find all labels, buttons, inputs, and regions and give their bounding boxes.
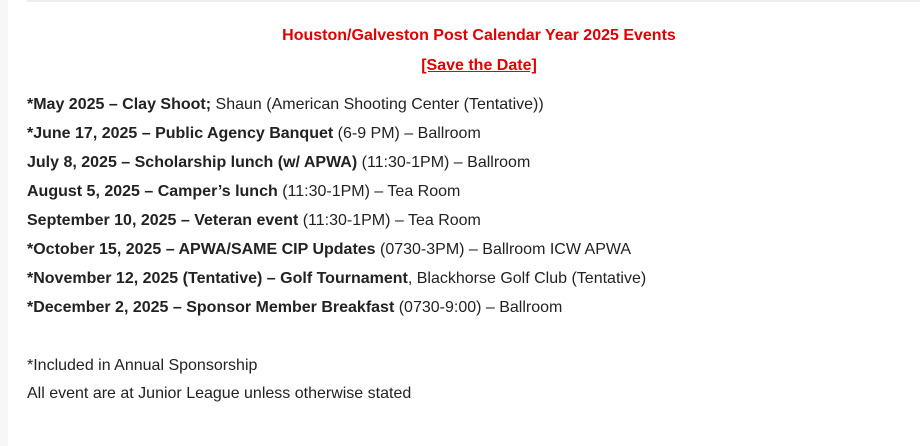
event-details: (0730-9:00) – Ballroom [394,299,563,316]
event-item [27,153,646,182]
event-item [27,124,646,153]
event-details: (11:30-1PM) – Tea Room [277,183,461,200]
events-list [27,95,646,327]
event-item [27,95,646,124]
event-details: , Blackhorse Golf Club (Tentative) [407,270,647,287]
event-title: *June 17, 2025 – Public Agency Banquet [27,125,334,142]
save-the-date-link[interactable]: [Save the Date] [421,57,537,74]
event-item [27,211,646,240]
event-details: (11:30-1PM) – Tea Room [298,212,481,229]
event-details: (0730-3PM) – Ballroom ICW APWA [375,241,632,258]
event-title: July 8, 2025 – Scholarship lunch (w/ APWA) [27,154,358,171]
document-title: Houston/Galveston Post Calendar Year 2025 Events [282,27,676,44]
event-title: *December 2, 2025 – Sponsor Member Breakfast [27,299,395,316]
event-title: *November 12, 2025 (Tentative) – Golf Tournament [27,270,408,287]
event-item [27,182,646,211]
event-title: *October 15, 2025 – APWA/SAME CIP Updates [27,241,376,258]
event-details: Shaun (American Shooting Center (Tentative)) [211,96,544,113]
event-details: (11:30-1PM) – Ballroom [357,154,531,171]
left-margin-strip [0,0,8,446]
location-note: All event are at Junior League unless otherwise stated [27,385,412,402]
event-title: September 10, 2025 – Veteran event [27,212,299,229]
save-the-date-heading [27,56,920,76]
event-item [27,269,646,298]
event-title: *May 2025 – Clay Shoot; [27,96,212,113]
event-item [27,298,646,327]
event-details: (6-9 PM) – Ballroom [333,125,481,142]
event-title: August 5, 2025 – Camper’s lunch [27,183,278,200]
event-item [27,240,646,269]
notes-section [27,356,411,412]
sponsorship-note: *Included in Annual Sponsorship [27,357,258,374]
top-divider [27,0,920,2]
